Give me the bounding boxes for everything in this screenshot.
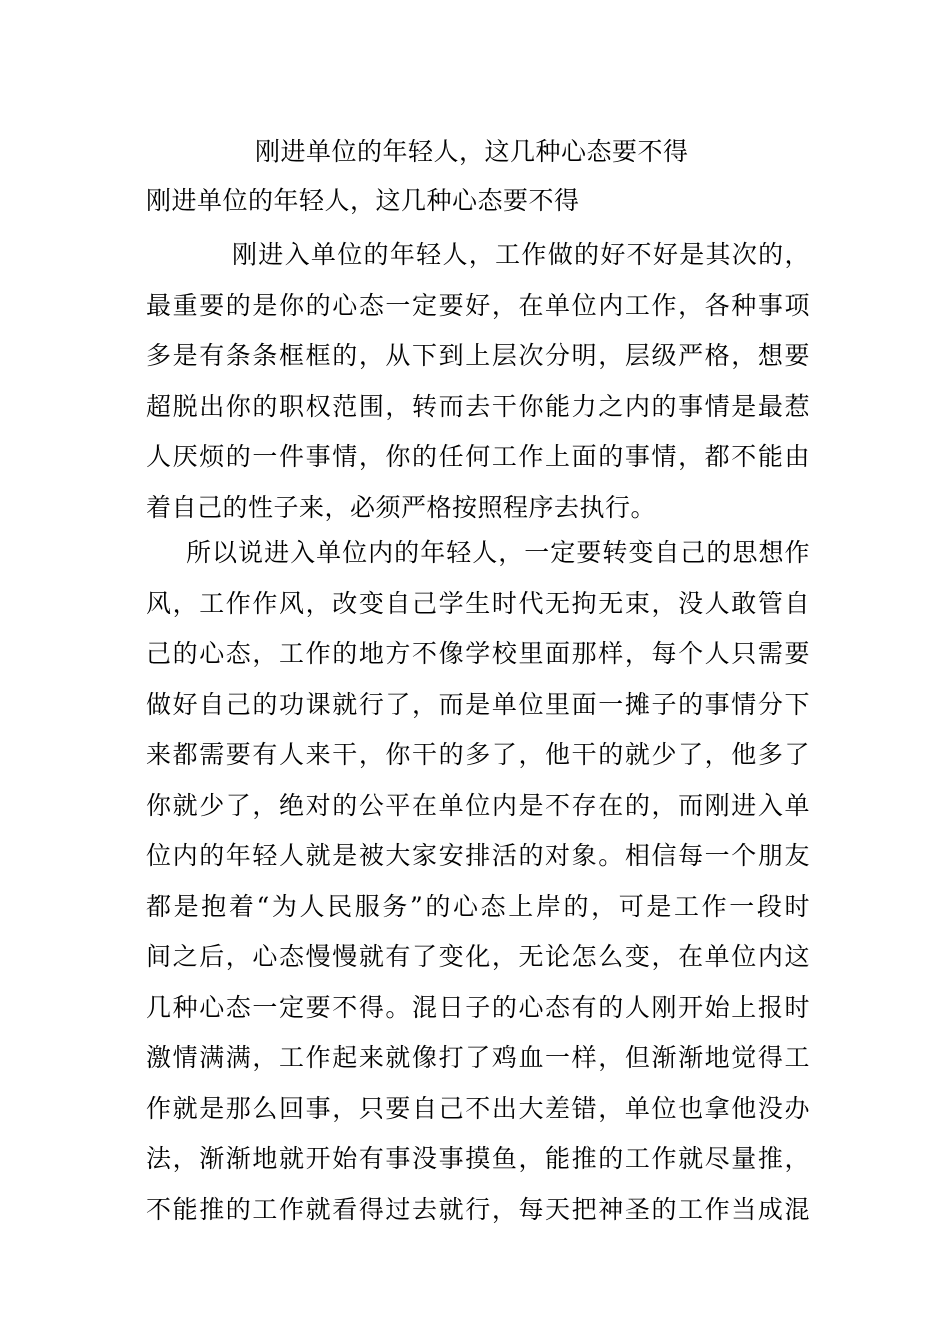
paragraph-2 bbox=[146, 528, 810, 1235]
paragraph-line: 风，工作作风，改变自己学生时代无拘无束，没人敢管自 bbox=[146, 588, 810, 618]
paragraph-line: 几种心态一定要不得。混日子的心态有的人刚开始上报时 bbox=[146, 992, 810, 1022]
document-subtitle: 刚进单位的年轻人，这几种心态要不得 bbox=[146, 186, 580, 215]
paragraph-line: 人厌烦的一件事情，你的任何工作上面的事情，都不能由 bbox=[146, 442, 810, 471]
paragraph-line: 做好自己的功课就行了，而是单位里面一摊子的事情分下 bbox=[146, 689, 810, 719]
paragraph-line: 来都需要有人来干，你干的多了，他干的就少了，他多了 bbox=[146, 740, 810, 769]
paragraph-line: 最重要的是你的心态一定要好，在单位内工作，各种事项 bbox=[146, 290, 810, 320]
paragraph-line: 你就少了，绝对的公平在单位内是不存在的，而刚进入单 bbox=[146, 790, 810, 820]
paragraph-line: 位内的年轻人就是被大家安排活的对象。相信每一个朋友 bbox=[146, 841, 810, 870]
paragraph-line: 着自己的性子来，必须严格按照程序去执行。 bbox=[146, 492, 657, 522]
paragraph-line: 超脱出你的职权范围，转而去干你能力之内的事情是最惹 bbox=[146, 391, 810, 421]
paragraph-line: 作就是那么回事，只要自己不出大差错，单位也拿他没办 bbox=[146, 1093, 810, 1123]
paragraph-line: 间之后，心态慢慢就有了变化，无论怎么变，在单位内这 bbox=[146, 942, 810, 971]
paragraph-line: 法，渐渐地就开始有事没事摸鱼，能推的工作就尽量推， bbox=[146, 1144, 810, 1173]
paragraph-line: 不能推的工作就看得过去就行，每天把神圣的工作当成混 bbox=[146, 1194, 810, 1224]
paragraph-line: 激情满满，工作起来就像打了鸡血一样，但渐渐地觉得工 bbox=[146, 1043, 810, 1072]
paragraph-line: 多是有条条框框的，从下到上层次分明，层级严格，想要 bbox=[146, 341, 810, 370]
paragraph-1 bbox=[146, 230, 810, 533]
paragraph-line: 都是抱着“为人民服务”的心态上岸的，可是工作一段时 bbox=[146, 891, 810, 921]
document-title: 刚进单位的年轻人，这几种心态要不得 bbox=[255, 137, 689, 166]
paragraph-line: 己的心态，工作的地方不像学校里面那样，每个人只需要 bbox=[146, 639, 810, 668]
paragraph-line: 所以说进入单位内的年轻人，一定要转变自己的思想作 bbox=[186, 538, 810, 567]
paragraph-line: 刚进入单位的年轻人，工作做的好不好是其次的， bbox=[232, 240, 810, 269]
